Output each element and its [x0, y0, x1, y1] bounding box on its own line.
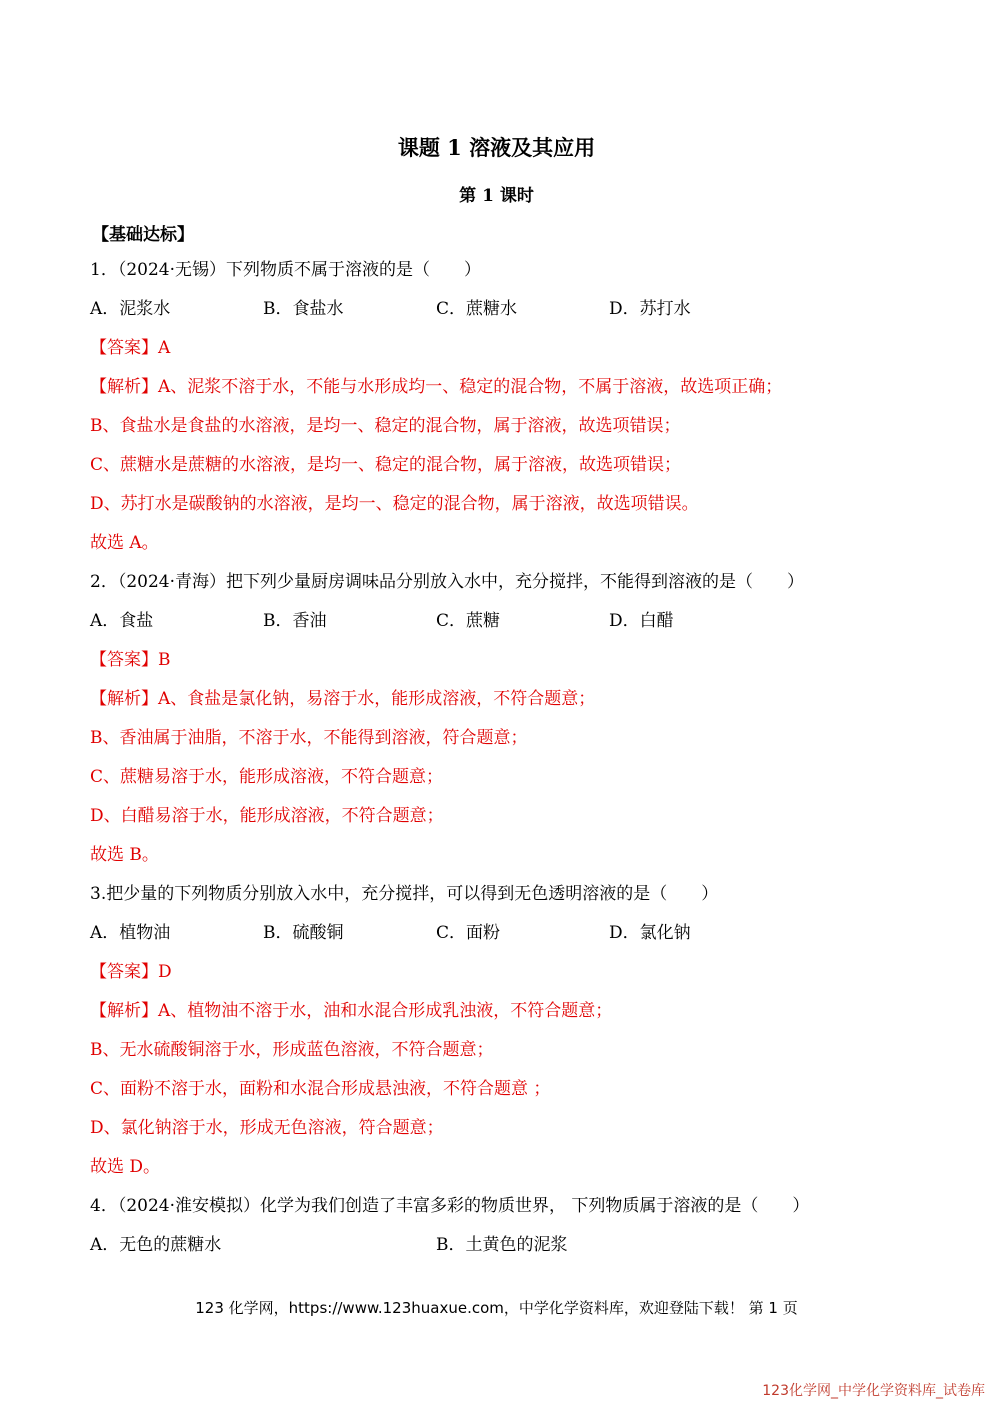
site-watermark: 123化学网_中学化学资料库_试卷库 — [762, 1383, 985, 1399]
q1-choose: 故选 A。 — [90, 533, 159, 553]
q2-analysis-line: C、蔗糖易溶于水，能形成溶液，不符合题意； — [90, 767, 444, 787]
q1-answer: 【答案】A — [90, 338, 171, 358]
q3-option-c: C．面粉 — [436, 923, 501, 943]
q3-analysis-line: C、面粉不溶于水，面粉和水混合形成悬浊液，不符合题意 ； — [90, 1079, 551, 1099]
lesson-subtitle: 第 1 课时 — [459, 186, 534, 206]
q3-analysis-line: D、氯化钠溶于水，形成无色溶液，符合题意； — [90, 1118, 444, 1138]
q1-analysis-line: D、苏打水是碳酸钠的水溶液，是均一、稳定的混合物，属于溶液，故选项错误。 — [90, 494, 699, 514]
q1-analysis-line: B、食盐水是食盐的水溶液，是均一、稳定的混合物，属于溶液，故选项错误； — [90, 416, 681, 436]
q4-option-b: B．土黄色的泥浆 — [436, 1235, 568, 1255]
q1-option-d: D．苏打水 — [609, 299, 691, 319]
q3-choose: 故选 D。 — [90, 1157, 161, 1177]
q1-analysis-line: C、蔗糖水是蔗糖的水溶液，是均一、稳定的混合物，属于溶液，故选项错误； — [90, 455, 682, 475]
q2-analysis-line: B、香油属于油脂，不溶于水，不能得到溶液，符合题意； — [90, 728, 528, 748]
q3-option-a: A．植物油 — [90, 923, 171, 943]
question-1-stem: 1．（2024·无锡）下列物质不属于溶液的是（ ） — [90, 260, 481, 280]
question-3-stem: 3.把少量的下列物质分别放入水中，充分搅拌，可以得到无色透明溶液的是（ ） — [90, 884, 719, 904]
q2-analysis-line: 【解析】A、食盐是氯化钠，易溶于水，能形成溶液，不符合题意； — [90, 689, 596, 709]
q2-choose: 故选 B。 — [90, 845, 159, 865]
question-2-stem: 2．（2024·青海）把下列少量厨房调味品分别放入水中，充分搅拌，不能得到溶液的是（ ） — [90, 572, 804, 592]
q2-analysis-line: D、白醋易溶于水，能形成溶液，不符合题意； — [90, 806, 444, 826]
q1-option-c: C．蔗糖水 — [436, 299, 518, 319]
q3-analysis-line: 【解析】A、植物油不溶于水，油和水混合形成乳浊液，不符合题意； — [90, 1001, 613, 1021]
q3-option-b: B．硫酸铜 — [263, 923, 344, 943]
q2-option-c: C．蔗糖 — [436, 611, 501, 631]
q3-answer: 【答案】D — [90, 962, 172, 982]
q1-option-b: B．食盐水 — [263, 299, 344, 319]
section-heading: 【基础达标】 — [92, 225, 194, 245]
q2-answer: 【答案】B — [90, 650, 171, 670]
q3-analysis-line: B、无水硫酸铜溶于水，形成蓝色溶液，不符合题意； — [90, 1040, 494, 1060]
q2-option-b: B．香油 — [263, 611, 327, 631]
q2-option-a: A．食盐 — [90, 611, 154, 631]
page-footer: 123 化学网，https://www.123huaxue.com，中学化学资料库，欢迎登陆下载！ 第 1 页 — [195, 1299, 798, 1317]
q4-option-a: A．无色的蔗糖水 — [90, 1235, 222, 1255]
q1-option-a: A．泥浆水 — [90, 299, 171, 319]
question-4-stem: 4．（2024·淮安模拟）化学为我们创造了丰富多彩的物质世界， 下列物质属于溶液的是（ ） — [90, 1196, 810, 1216]
q1-analysis-line: 【解析】A、泥浆不溶于水，不能与水形成均一、稳定的混合物，不属于溶液，故选项正确； — [90, 377, 783, 397]
page-title: 课题 1 溶液及其应用 — [397, 135, 596, 160]
q3-option-d: D．氯化钠 — [609, 923, 691, 943]
q2-option-d: D．白醋 — [609, 611, 674, 631]
